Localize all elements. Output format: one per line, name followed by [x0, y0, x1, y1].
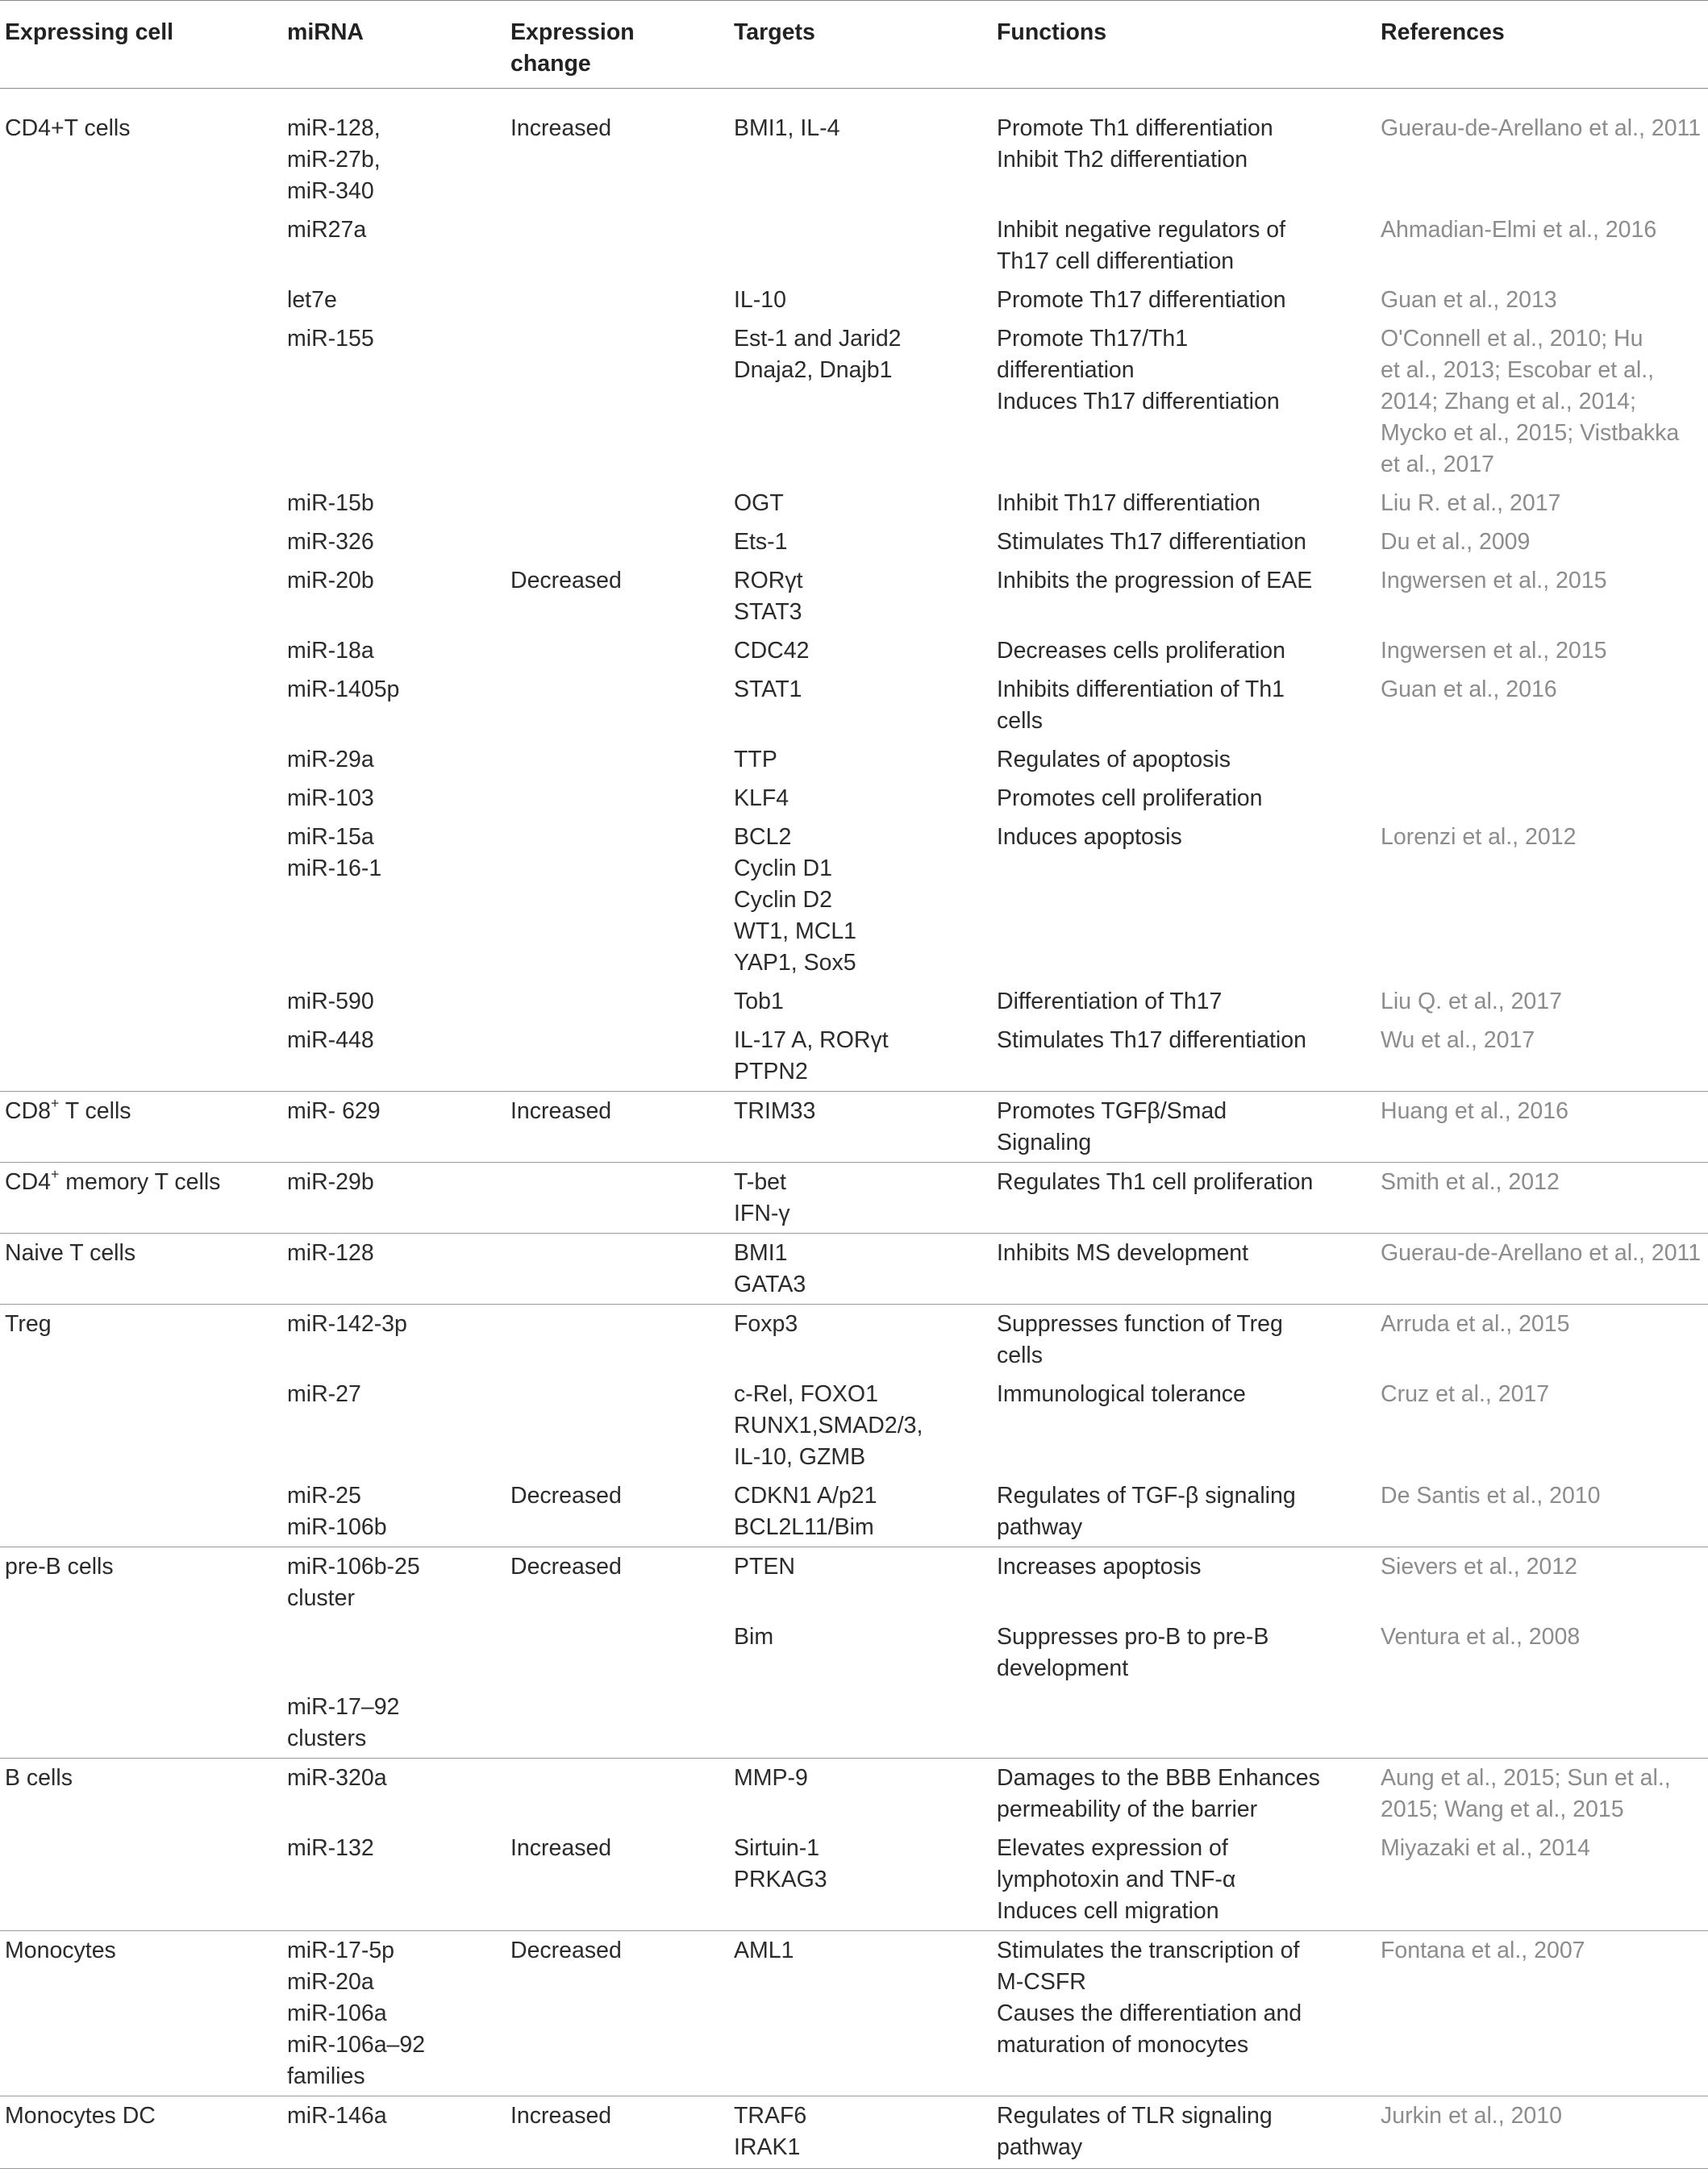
mirna-cell: miR- 629 — [282, 1092, 506, 1163]
functions-cell: Inhibit negative regulators of Th17 cell differentiation — [997, 217, 1286, 274]
expression-change-cell — [506, 522, 729, 561]
targets-cell: TTP — [734, 747, 777, 772]
targets-cell: TRAF6 IRAK1 — [729, 2096, 992, 2169]
targets-cell — [729, 210, 992, 281]
references-cell: Du et al., 2009 — [1381, 529, 1531, 555]
expression-change-cell — [506, 1234, 729, 1305]
references-cell: De Santis et al., 2010 — [1381, 1483, 1601, 1509]
targets-cell: KLF4 — [734, 785, 789, 811]
mirna-cell: miR-15b — [287, 490, 374, 516]
functions-cell: Promotes TGFβ/Smad Signaling — [992, 1092, 1376, 1163]
functions-cell: Inhibits differentiation of Th1 cells — [997, 677, 1285, 734]
expression-change-cell — [506, 1163, 729, 1234]
targets-cell: BMI1 GATA3 — [729, 1234, 992, 1305]
targets-cell: Ets-1 — [734, 529, 788, 555]
functions-cell: Stimulates Th17 differentiation — [997, 1027, 1306, 1053]
table-row — [0, 561, 1708, 631]
table-row — [0, 89, 1708, 211]
functions-cell: Regulates of TGF-β signaling pathway — [997, 1483, 1296, 1540]
references-cell: Guan et al., 2016 — [1381, 677, 1557, 702]
references-cell: Lorenzi et al., 2012 — [1381, 824, 1577, 850]
functions-cell: Stimulates Th17 differentiation — [997, 529, 1306, 555]
header-expressing-cell: Expressing cell — [5, 19, 174, 45]
table-row — [0, 2096, 1708, 2169]
expressing-cell-cell — [0, 1829, 282, 1931]
table-row — [0, 522, 1708, 561]
expression-change-cell — [506, 631, 729, 670]
mirna-cell — [282, 1617, 506, 1688]
functions-cell: Promote Th17/Th1 differentiation Induces Th17 differentiation — [997, 326, 1280, 414]
functions-cell: Stimulates the transcription of M-CSFR Causes the differentiation and maturation of monocytes — [992, 1931, 1376, 2096]
table-row — [0, 740, 1708, 779]
mirna-cell: miR-448 — [287, 1027, 374, 1053]
expressing-cell-cell — [0, 561, 282, 631]
expressing-cell-cell: CD4+ memory T cells — [0, 1163, 282, 1234]
functions-cell: Promote Th17 differentiation — [997, 287, 1286, 313]
functions-cell: Suppresses pro-B to pre-B development — [997, 1624, 1269, 1681]
functions-cell: Differentiation of Th17 — [997, 989, 1223, 1014]
table-row — [0, 1375, 1708, 1476]
mirna-cell: miR-142-3p — [282, 1305, 506, 1376]
targets-cell: MMP-9 — [729, 1759, 992, 1830]
functions-cell: Regulates of apoptosis — [997, 747, 1231, 772]
expressing-cell-cell — [0, 982, 282, 1021]
expression-change-cell: Increased — [506, 1092, 729, 1163]
targets-cell: BMI1, IL-4 — [734, 115, 840, 141]
functions-cell: Immunological tolerance — [997, 1381, 1246, 1407]
header-references: References — [1381, 19, 1505, 45]
expressing-cell-cell — [0, 779, 282, 818]
references-cell — [1376, 740, 1708, 779]
targets-cell: CDC42 — [734, 638, 810, 664]
mirna-cell: miR-1405p — [287, 677, 400, 702]
table-row — [0, 670, 1708, 740]
expressing-cell-cell — [0, 1021, 282, 1092]
expression-change-cell — [506, 740, 729, 779]
expression-change-cell — [506, 319, 729, 484]
table-row — [0, 210, 1708, 281]
mirna-cell: miR-29b — [282, 1163, 506, 1234]
table-row — [0, 1931, 1708, 2096]
mirna-cell: miR-326 — [287, 529, 374, 555]
table-row — [0, 1021, 1708, 1092]
expression-change-cell — [506, 779, 729, 818]
expressing-cell-cell — [0, 1688, 282, 1759]
expressing-cell-cell — [0, 818, 282, 982]
expressing-cell-cell — [0, 740, 282, 779]
functions-cell — [992, 1688, 1376, 1759]
table-row — [0, 281, 1708, 319]
table-row — [0, 1163, 1708, 1234]
table-row — [0, 1759, 1708, 1830]
expression-change-cell — [506, 484, 729, 522]
mirna-cell: miR-103 — [287, 785, 374, 811]
expressing-cell-cell: Monocytes DC — [0, 2096, 282, 2169]
expression-change-cell — [506, 1759, 729, 1830]
references-cell: Ingwersen et al., 2015 — [1381, 568, 1607, 593]
mirna-cell: miR-106b-25 cluster — [282, 1547, 506, 1618]
expression-change-cell: Increased — [510, 1835, 612, 1861]
functions-cell: Damages to the BBB Enhances permeability of the barrier — [992, 1759, 1376, 1830]
expression-change-cell — [506, 1688, 729, 1759]
header-mirna: miRNA — [287, 19, 365, 45]
expression-change-cell — [506, 670, 729, 740]
targets-cell: T-bet IFN-γ — [729, 1163, 992, 1234]
targets-cell: PTEN — [729, 1547, 992, 1618]
functions-cell: Suppresses function of Treg cells — [992, 1305, 1376, 1376]
expression-change-cell: Increased — [510, 115, 612, 141]
mirna-cell: miR-17-5p miR-20a miR-106a miR-106a–92 families — [282, 1931, 506, 2096]
mirna-cell: let7e — [287, 287, 337, 313]
targets-cell — [729, 1688, 992, 1759]
references-cell: Guan et al., 2013 — [1381, 287, 1557, 313]
targets-cell: AML1 — [729, 1931, 992, 2096]
functions-cell: Elevates expression of lymphotoxin and TNF-α Induces cell migration — [997, 1835, 1236, 1924]
functions-cell: Promote Th1 differentiation Inhibit Th2 differentiation — [997, 115, 1273, 173]
mirna-cell: miR-15a miR-16-1 — [287, 824, 382, 881]
expressing-cell-cell: CD8+ T cells — [0, 1092, 282, 1163]
expressing-cell-cell: B cells — [0, 1759, 282, 1830]
references-cell: Arruda et al., 2015 — [1376, 1305, 1708, 1376]
targets-cell: Bim — [734, 1624, 774, 1650]
mirna-cell: miR-590 — [287, 989, 374, 1014]
expressing-cell-cell — [0, 1375, 282, 1476]
expression-change-cell — [506, 210, 729, 281]
header-targets: Targets — [734, 19, 815, 45]
references-cell: Ingwersen et al., 2015 — [1381, 638, 1607, 664]
mirna-cell: miR-20b — [287, 568, 374, 593]
functions-cell: Induces apoptosis — [997, 824, 1182, 850]
table-row — [0, 1092, 1708, 1163]
functions-cell: Regulates of TLR signaling pathway — [992, 2096, 1376, 2169]
expression-change-cell — [506, 1375, 729, 1476]
references-cell — [1376, 779, 1708, 818]
expression-change-cell — [506, 1021, 729, 1092]
expressing-cell-cell — [0, 670, 282, 740]
functions-cell: Inhibit Th17 differentiation — [997, 490, 1260, 516]
mirna-cell: miR-17–92 clusters — [287, 1694, 400, 1751]
expression-change-cell — [506, 818, 729, 982]
expressing-cell-cell — [0, 484, 282, 522]
references-cell: Ahmadian-Elmi et al., 2016 — [1381, 217, 1657, 243]
references-cell: Wu et al., 2017 — [1381, 1027, 1535, 1053]
mirna-cell: miR-18a — [287, 638, 374, 664]
expressing-cell-cell — [0, 522, 282, 561]
mirna-cell: miR-25 miR-106b — [287, 1483, 387, 1540]
references-cell: Huang et al., 2016 — [1376, 1092, 1708, 1163]
table-row — [0, 1688, 1708, 1759]
expression-change-cell — [506, 982, 729, 1021]
references-cell: Liu Q. et al., 2017 — [1381, 989, 1562, 1014]
header-functions: Functions — [997, 19, 1107, 45]
mirna-cell: miR27a — [287, 217, 367, 243]
table-row — [0, 779, 1708, 818]
table-row — [0, 1547, 1708, 1618]
references-cell: Smith et al., 2012 — [1376, 1163, 1708, 1234]
mirna-cell: miR-29a — [287, 747, 374, 772]
expressing-cell-cell — [0, 1617, 282, 1688]
functions-cell: Inhibits the progression of EAE — [997, 568, 1313, 593]
table-row — [0, 484, 1708, 522]
targets-cell: Foxp3 — [729, 1305, 992, 1376]
expressing-cell-cell — [0, 281, 282, 319]
targets-cell: IL-17 A, RORγt PTPN2 — [734, 1027, 889, 1084]
targets-cell: CDKN1 A/p21 BCL2L11/Bim — [734, 1483, 877, 1540]
expression-change-cell: Increased — [506, 2096, 729, 2169]
expression-change-cell — [506, 1617, 729, 1688]
targets-cell: IL-10 — [734, 287, 786, 313]
mirna-cell: miR-27 — [287, 1381, 361, 1407]
targets-cell: c-Rel, FOXO1 RUNX1,SMAD2/3, IL-10, GZMB — [734, 1381, 923, 1470]
targets-cell: STAT1 — [734, 677, 802, 702]
mirna-cell: miR-128 — [282, 1234, 506, 1305]
expressing-cell-cell: Treg — [0, 1305, 282, 1376]
references-cell: Ventura et al., 2008 — [1381, 1624, 1581, 1650]
targets-cell: Est-1 and Jarid2 Dnaja2, Dnajb1 — [734, 326, 902, 383]
references-cell: Cruz et al., 2017 — [1381, 1381, 1550, 1407]
targets-cell: OGT — [734, 490, 784, 516]
references-cell: Liu R. et al., 2017 — [1381, 490, 1561, 516]
mirna-cell: miR-155 — [287, 326, 374, 352]
expressing-cell-cell: CD4+T cells — [5, 115, 131, 141]
mirna-cell: miR-128, miR-27b, miR-340 — [287, 115, 381, 204]
expressing-cell-cell — [0, 319, 282, 484]
functions-cell: Promotes cell proliferation — [997, 785, 1263, 811]
table-row — [0, 1305, 1708, 1376]
expression-change-cell — [506, 1305, 729, 1376]
targets-cell: TRIM33 — [729, 1092, 992, 1163]
targets-cell: BCL2 Cyclin D1 Cyclin D2 WT1, MCL1 YAP1, Sox5 — [734, 824, 857, 976]
functions-cell: Decreases cells proliferation — [997, 638, 1285, 664]
table-row — [0, 1234, 1708, 1305]
table-row — [0, 1617, 1708, 1688]
references-cell: Fontana et al., 2007 — [1376, 1931, 1708, 2096]
table-row — [0, 982, 1708, 1021]
expressing-cell-cell: Naive T cells — [0, 1234, 282, 1305]
expressing-cell-cell — [0, 1476, 282, 1547]
mirna-cell: miR-146a — [282, 2096, 506, 2169]
table-row — [0, 1829, 1708, 1931]
targets-cell: Sirtuin-1 PRKAG3 — [734, 1835, 827, 1892]
table-row — [0, 319, 1708, 484]
expressing-cell-cell — [0, 210, 282, 281]
expressing-cell-cell: Monocytes — [0, 1931, 282, 2096]
references-cell: Aung et al., 2015; Sun et al., 2015; Wang et al., 2015 — [1376, 1759, 1708, 1830]
table-row — [0, 818, 1708, 982]
functions-cell: Inhibits MS development — [992, 1234, 1376, 1305]
expression-change-cell — [506, 281, 729, 319]
table-row — [0, 631, 1708, 670]
header-row — [0, 1, 1708, 89]
table-header — [0, 1, 1708, 89]
references-cell — [1376, 1688, 1708, 1759]
references-cell: Guerau-de-Arellano et al., 2011 — [1381, 115, 1702, 141]
mirna-cell: miR-320a — [282, 1759, 506, 1830]
functions-cell: Regulates Th1 cell proliferation — [992, 1163, 1376, 1234]
expressing-cell-cell: pre-B cells — [0, 1547, 282, 1618]
references-cell: Miyazaki et al., 2014 — [1381, 1835, 1590, 1861]
mirna-cell: miR-132 — [287, 1835, 374, 1861]
table-body — [0, 89, 1708, 2169]
expression-change-cell: Decreased — [510, 568, 622, 593]
header-expression-change: Expression change — [510, 19, 635, 77]
functions-cell: Increases apoptosis — [992, 1547, 1376, 1618]
references-cell: Jurkin et al., 2010 — [1376, 2096, 1708, 2169]
expression-change-cell: Decreased — [506, 1931, 729, 2096]
expressing-cell-cell — [0, 631, 282, 670]
targets-cell: Tob1 — [734, 989, 784, 1014]
expression-change-cell: Decreased — [510, 1483, 622, 1509]
table-row — [0, 1476, 1708, 1547]
references-cell: Sievers et al., 2012 — [1376, 1547, 1708, 1618]
targets-cell: RORγt STAT3 — [734, 568, 803, 625]
references-cell: O'Connell et al., 2010; Hu et al., 2013; Escobar et al., 2014; Zhang et al., 2014; Mycko et al., 2015; Vistbakka et al., 2017 — [1381, 326, 1680, 477]
references-cell: Guerau-de-Arellano et al., 2011 — [1376, 1234, 1708, 1305]
expression-change-cell: Decreased — [506, 1547, 729, 1618]
